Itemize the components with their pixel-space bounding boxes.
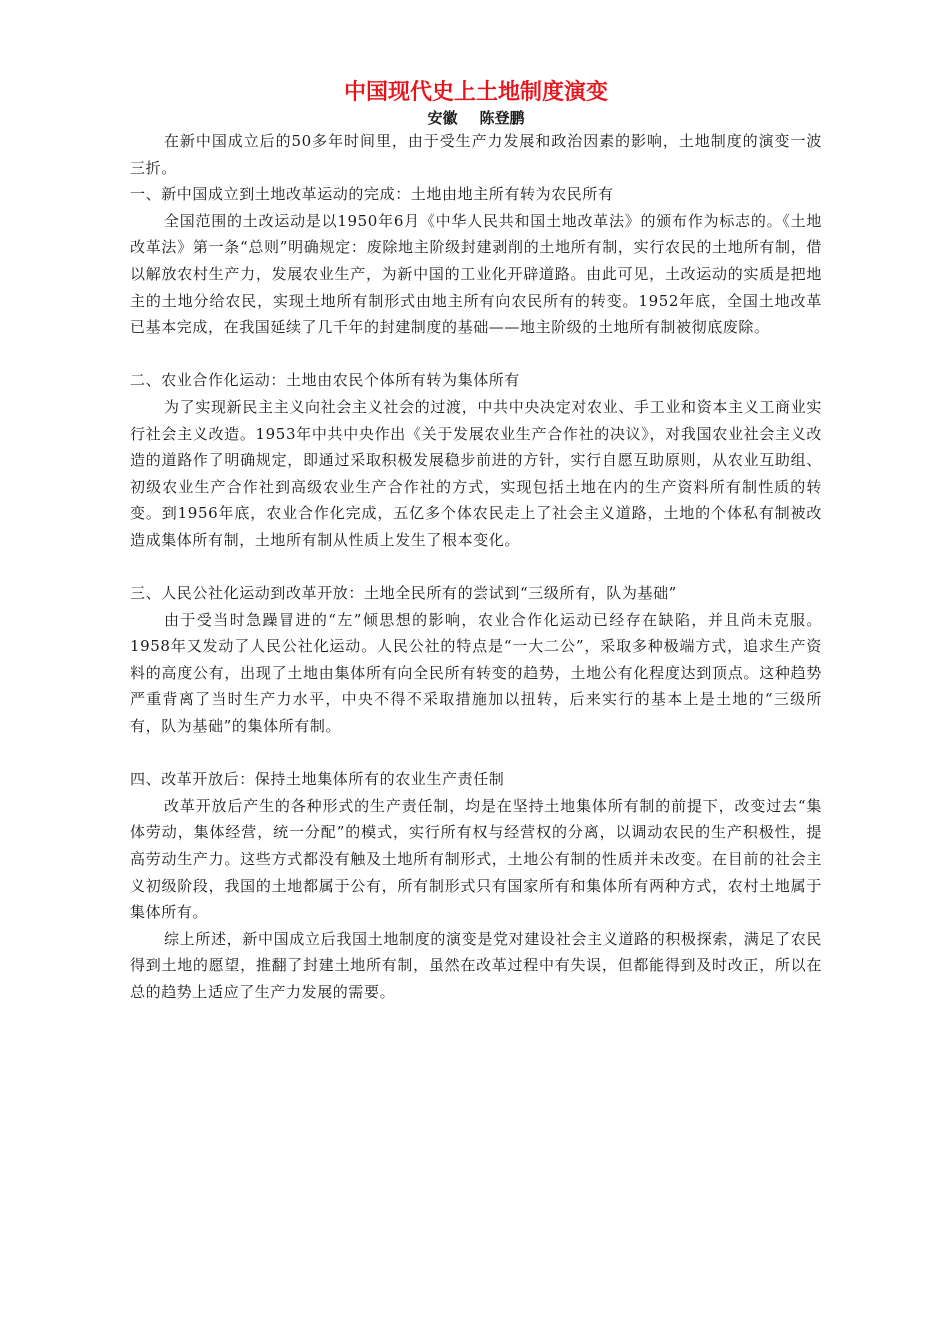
intro-paragraph: 在新中国成立后的50多年时间里，由于受生产力发展和政治因素的影响，土地制度的演变一波三折。 [130,132,822,177]
author-region: 安徽 [427,109,458,127]
author-name: 陈登鹏 [479,109,525,127]
section-2-paragraph-1: 为了实现新民主主义向社会主义社会的过渡，中共中央决定对农业、手工业和资本主义工商业实行社会主义改造。1953年中共中央作出《关于发展农业生产合作社的决议》，对我国农业社会主义改造的道路作了明确规定，即通过采取积极发展稳步前进的方针，实行自愿互助原则，从农业互助组、初级农业生产合作社到高级农业生产合作社的方式，实现包括土地在内的生产资料所有制性质的转变。到1956年底，农业合作化完成，五亿多个体农民走上了社会主义道路，土地的个体私有制被改造成集体所有制，土地所有制从性质上发生了根本变化。 [130,397,822,549]
conclusion-paragraph: 综上所述，新中国成立后我国土地制度的演变是党对建设社会主义道路的积极探索，满足了农民得到土地的愿望，推翻了封建土地所有制，虽然在改革过程中有失误，但都能得到及时改正，所以在总的趋势上适应了生产力发展的需要。 [130,929,822,1001]
author-line [130,108,822,128]
section-4-heading: 四、改革开放后：保持土地集体所有的农业生产责任制 [130,770,505,789]
blank-line [130,554,822,581]
blank-line [130,341,822,368]
section-1-paragraph-1: 全国范围的土改运动是以1950年6月《中华人民共和国土地改革法》的颁布作为标志的。《土地改革法》第一条“总则”明确规定：废除地主阶级封建剥削的土地所有制，实行农民的土地所有制，借以解放农村生产力，发展农业生产，为新中国的工业化开辟道路。由此可见，土改运动的实质是把地主的土地分给农民，实现土地所有制形式由地主所有向农民所有的转变。1952年底，全国土地改革已基本完成，在我国延续了几千年的封建制度的基础——地主阶级的土地所有制被彻底废除。 [130,211,822,337]
document-title: 中国现代史上土地制度演变 [343,80,608,105]
section-3-heading: 三、人民公社化运动到改革开放：土地全民所有的尝试到“三级所有，队为基础” [130,584,677,603]
section-2-heading: 二、农业合作化运动：土地由农民个体所有转为集体所有 [130,371,521,390]
blank-line [130,740,822,767]
section-4-paragraph-1: 改革开放后产生的各种形式的生产责任制，均是在坚持土地集体所有制的前提下，改变过去“集体劳动，集体经营，统一分配”的模式，实行所有权与经营权的分离，以调动农民的生产积极性，提高劳动生产力。这些方式都没有触及土地所有制形式，土地公有制的性质并未改变。在目前的社会主义初级阶段，我国的土地都属于公有，所有制形式只有国家所有和集体所有两种方式，农村土地属于集体所有。 [130,796,822,922]
section-3-paragraph-1: 由于受当时急躁冒进的“左”倾思想的影响，农业合作化运动已经存在缺陷，并且尚未克服。1958年又发动了人民公社化运动。人民公社的特点是“一大二公”，采取多种极端方式，追求生产资料的高度公有，出现了土地由集体所有向全民所有转变的趋势，土地公有化程度达到顶点。这种趋势严重背离了当时生产力水平，中央不得不采取措施加以扭转，后来实行的基本上是土地的“三级所有，队为基础”的集体所有制。 [130,610,822,736]
section-1-heading: 一、新中国成立到土地改革运动的完成：土地由地主所有转为农民所有 [130,185,614,204]
document-page [130,78,822,1006]
